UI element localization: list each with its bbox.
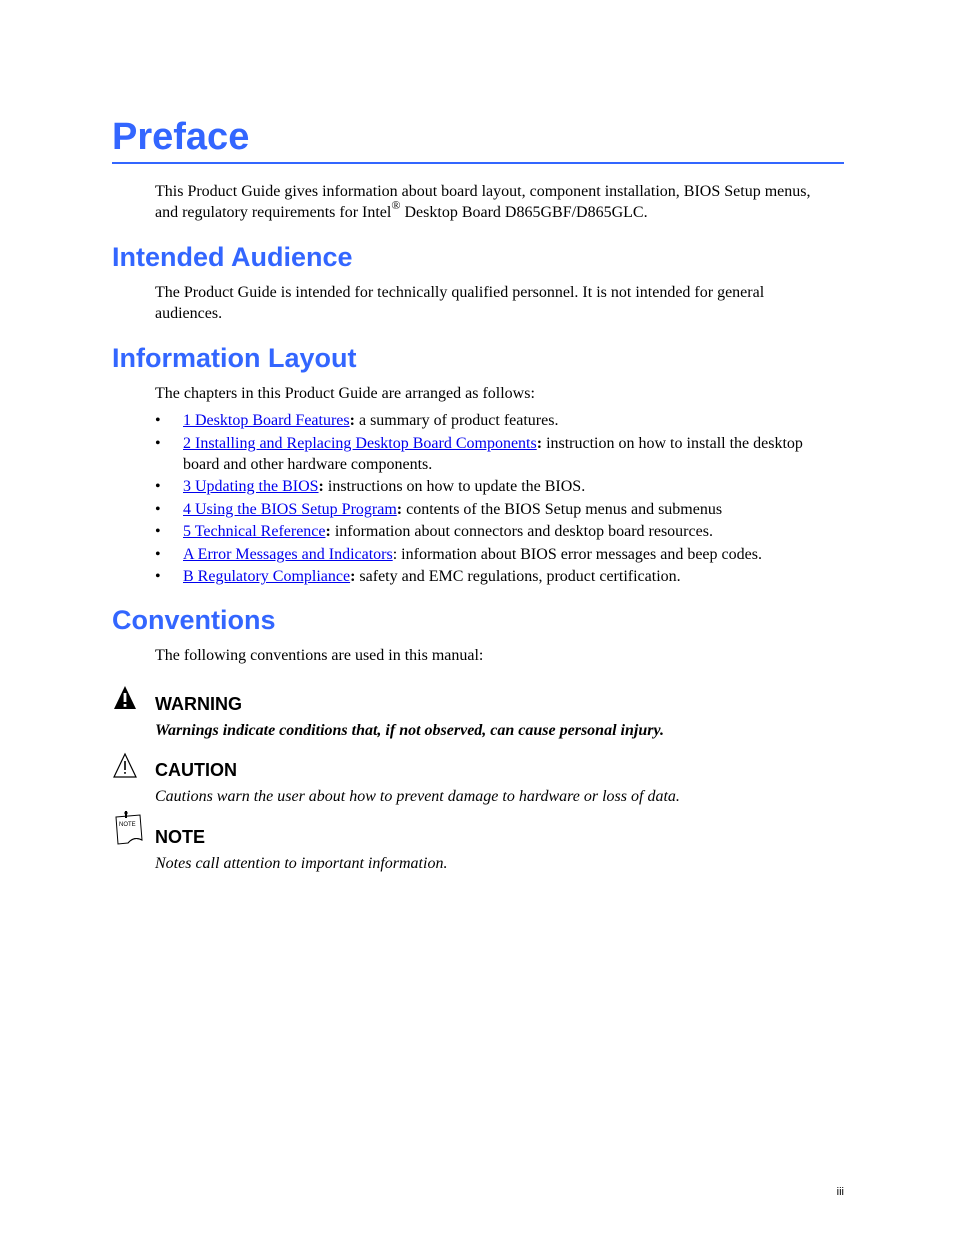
list-item (155, 521, 825, 542)
item-description: information about connectors and desktop board resources. (330, 523, 713, 540)
bullet-icon: • (155, 568, 161, 585)
item-separator: : (349, 412, 355, 429)
layout-intro: The chapters in this Product Guide are arranged as follows: (155, 385, 535, 402)
note-title: NOTE (155, 827, 206, 847)
heading-conventions: Conventions (112, 605, 276, 635)
intro-text: This Product Guide gives information about board layout, component installation, BIOS Setup menus, and regulatory requirements for Intel (155, 183, 811, 221)
item-separator: : (396, 500, 403, 518)
list-item (155, 476, 825, 497)
item-description: instruction on how to install the desktop board and other hardware components. (183, 434, 803, 473)
warning-title: WARNING (155, 694, 242, 714)
note-icon-label: NOTE (119, 822, 136, 828)
conventions-intro: The following conventions are used in this manual: (155, 647, 484, 664)
list-item (155, 499, 825, 520)
list-item (155, 544, 825, 565)
list-item (155, 433, 825, 475)
item-separator: : (325, 523, 331, 540)
bullet-icon: • (155, 545, 161, 563)
item-separator: : (392, 545, 398, 563)
item-description: instructions on how to update the BIOS. (323, 478, 586, 495)
link-regulatory-compliance[interactable]: B Regulatory Compliance (183, 568, 351, 585)
link-installing-components[interactable]: 2 Installing and Replacing Desktop Board Components (183, 434, 537, 452)
note-pad-icon (112, 810, 146, 848)
list-item (155, 410, 825, 431)
item-description: safety and EMC regulations, product certification. (355, 568, 681, 585)
audience-paragraph: The Product Guide is intended for technically qualified personnel. It is not intended for general audiences. (155, 284, 765, 322)
item-separator: : (536, 434, 543, 452)
link-technical-reference[interactable]: 5 Technical Reference (183, 523, 326, 540)
item-separator: : (350, 568, 356, 585)
item-description: a summary of product features. (354, 412, 559, 429)
bullet-icon: • (155, 500, 161, 518)
note-text: Notes call attention to important information. (155, 855, 448, 872)
item-description: contents of the BIOS Setup menus and submenus (402, 500, 723, 518)
bullet-icon: • (155, 523, 161, 540)
bullet-icon: • (155, 412, 161, 429)
item-separator: : (318, 478, 324, 495)
caution-triangle-icon (112, 752, 138, 782)
heading-information-layout: Information Layout (112, 343, 357, 373)
link-updating-bios[interactable]: 3 Updating the BIOS (183, 478, 319, 495)
list-item (155, 566, 825, 587)
caution-title: CAUTION (155, 760, 237, 780)
registered-mark: ® (391, 198, 401, 213)
link-bios-setup-program[interactable]: 4 Using the BIOS Setup Program (183, 500, 397, 518)
warning-text: Warnings indicate conditions that, if not observed, can cause personal injury. (155, 722, 664, 739)
link-error-messages[interactable]: A Error Messages and Indicators (183, 545, 393, 563)
bullet-icon: • (155, 434, 161, 452)
warning-triangle-icon (112, 684, 138, 714)
heading-intended-audience: Intended Audience (112, 242, 353, 272)
intro-text-end: Desktop Board D865GBF/D865GLC. (400, 203, 648, 221)
chapter-list (155, 410, 825, 589)
item-description: information about BIOS error messages and beep codes. (397, 545, 762, 563)
bullet-icon: • (155, 478, 161, 495)
intro-paragraph (155, 182, 825, 223)
page-title: Preface (112, 112, 844, 164)
page-number: iii (836, 1186, 844, 1198)
link-desktop-board-features[interactable]: 1 Desktop Board Features (183, 412, 350, 429)
caution-text: Cautions warn the user about how to prevent damage to hardware or loss of data. (155, 788, 680, 805)
